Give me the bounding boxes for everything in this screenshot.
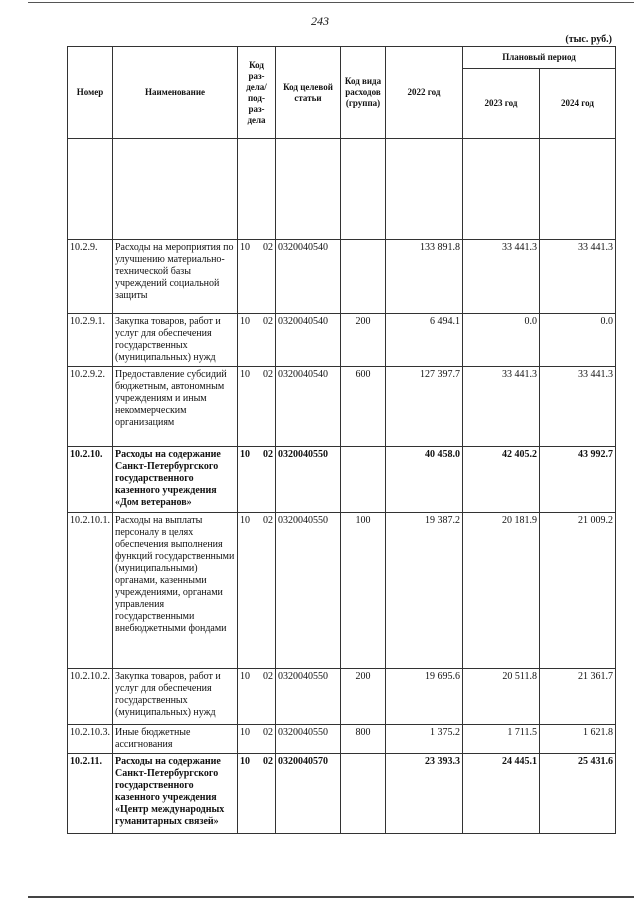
row-name: Иные бюджетные ассигнования	[113, 725, 238, 754]
header-number: Номер	[68, 47, 113, 139]
row-section	[238, 513, 276, 669]
section-code: 10	[240, 242, 250, 253]
row-2022: 127 397.7	[386, 367, 463, 447]
row-name: Предоставление субсидий бюджетным, автономным учреждениям и иным некоммерческим организациям	[113, 367, 238, 447]
row-section	[238, 240, 276, 314]
row-2023: 33 441.3	[463, 240, 540, 314]
section-code: 10	[240, 756, 250, 767]
row-2023: 1 711.5	[463, 725, 540, 754]
row-name: Расходы на мероприятия по улучшению материально-технической базы учреждений социальной защиты	[113, 240, 238, 314]
row-expense	[341, 240, 386, 314]
row-expense: 200	[341, 314, 386, 367]
section-code: 10	[240, 671, 250, 682]
row-target: 0320040540	[276, 367, 341, 447]
spacer-row	[68, 139, 616, 240]
row-number: 10.2.10.1.	[68, 513, 113, 669]
row-2024: 21 009.2	[540, 513, 616, 669]
row-2022: 40 458.0	[386, 447, 463, 513]
row-number: 10.2.10.	[68, 447, 113, 513]
section-code: 10	[240, 449, 250, 460]
row-number: 10.2.10.2.	[68, 669, 113, 725]
row-number: 10.2.9.	[68, 240, 113, 314]
section-code: 10	[240, 515, 250, 526]
row-target: 0320040550	[276, 447, 341, 513]
row-expense	[341, 447, 386, 513]
section-code: 10	[240, 316, 250, 327]
row-section	[238, 754, 276, 834]
table-row	[68, 669, 616, 725]
bottom-rule	[28, 896, 634, 898]
row-expense: 800	[341, 725, 386, 754]
header-year-2023: 2023 год	[463, 69, 540, 139]
section-code: 10	[240, 727, 250, 738]
row-2022: 19 695.6	[386, 669, 463, 725]
row-2024: 25 431.6	[540, 754, 616, 834]
subsection-code: 02	[263, 756, 273, 767]
units-label: (тыс. руб.)	[565, 34, 612, 45]
row-2023: 33 441.3	[463, 367, 540, 447]
budget-table	[67, 46, 616, 834]
table-row	[68, 240, 616, 314]
row-name: Расходы на содержание Санкт-Петербургского государственного казенного учреждения «Центр международных гуманитарных связей»	[113, 754, 238, 834]
row-target: 0320040550	[276, 725, 341, 754]
row-2022: 1 375.2	[386, 725, 463, 754]
row-number: 10.2.9.1.	[68, 314, 113, 367]
header-name: Наименование	[113, 47, 238, 139]
row-2022: 6 494.1	[386, 314, 463, 367]
table-row	[68, 754, 616, 834]
row-2024: 0.0	[540, 314, 616, 367]
row-section	[238, 447, 276, 513]
subsection-code: 02	[263, 449, 273, 460]
header-year-2022: 2022 год	[386, 47, 463, 139]
row-name: Расходы на содержание Санкт-Петербургского государственного казенного учреждения «Дом ветеранов»	[113, 447, 238, 513]
row-section	[238, 314, 276, 367]
row-target: 0320040550	[276, 513, 341, 669]
header-target-code: Код целевой статьи	[276, 47, 341, 139]
row-expense: 100	[341, 513, 386, 669]
row-2023: 0.0	[463, 314, 540, 367]
table-row	[68, 447, 616, 513]
row-target: 0320040550	[276, 669, 341, 725]
table-row	[68, 367, 616, 447]
row-number: 10.2.10.3.	[68, 725, 113, 754]
subsection-code: 02	[263, 369, 273, 380]
subsection-code: 02	[263, 515, 273, 526]
row-section	[238, 669, 276, 725]
row-2024: 43 992.7	[540, 447, 616, 513]
table-row	[68, 513, 616, 669]
subsection-code: 02	[263, 316, 273, 327]
section-code: 10	[240, 369, 250, 380]
subsection-code: 02	[263, 242, 273, 253]
row-2022: 19 387.2	[386, 513, 463, 669]
row-2022: 23 393.3	[386, 754, 463, 834]
table-row	[68, 725, 616, 754]
header-expense-code: Код вида расходов (группа)	[341, 47, 386, 139]
header-year-2024: 2024 год	[540, 69, 616, 139]
row-2023: 20 181.9	[463, 513, 540, 669]
row-section	[238, 367, 276, 447]
row-expense	[341, 754, 386, 834]
row-2023: 20 511.8	[463, 669, 540, 725]
row-section	[238, 725, 276, 754]
row-number: 10.2.11.	[68, 754, 113, 834]
row-name: Закупка товаров, работ и услуг для обеспечения государственных (муниципальных) нужд	[113, 314, 238, 367]
row-expense: 200	[341, 669, 386, 725]
row-number: 10.2.9.2.	[68, 367, 113, 447]
table-row	[68, 314, 616, 367]
row-name: Расходы на выплаты персоналу в целях обеспечения выполнения функций государственными (муниципальными) органами, казенными учреждениями, органами управления государственными внебюджетными фондами	[113, 513, 238, 669]
subsection-code: 02	[263, 671, 273, 682]
row-2023: 24 445.1	[463, 754, 540, 834]
row-target: 0320040570	[276, 754, 341, 834]
row-2024: 33 441.3	[540, 240, 616, 314]
row-2023: 42 405.2	[463, 447, 540, 513]
row-target: 0320040540	[276, 240, 341, 314]
row-expense: 600	[341, 367, 386, 447]
row-name: Закупка товаров, работ и услуг для обеспечения государственных (муниципальных) нужд	[113, 669, 238, 725]
subsection-code: 02	[263, 727, 273, 738]
header-section-code: Код раз-дела/ под-раз-дела	[238, 47, 276, 139]
row-2024: 33 441.3	[540, 367, 616, 447]
header-planned-period: Плановый период	[463, 47, 616, 69]
row-2024: 21 361.7	[540, 669, 616, 725]
row-target: 0320040540	[276, 314, 341, 367]
row-2022: 133 891.8	[386, 240, 463, 314]
page-number: 243	[311, 14, 329, 28]
row-2024: 1 621.8	[540, 725, 616, 754]
top-rule	[28, 2, 634, 3]
